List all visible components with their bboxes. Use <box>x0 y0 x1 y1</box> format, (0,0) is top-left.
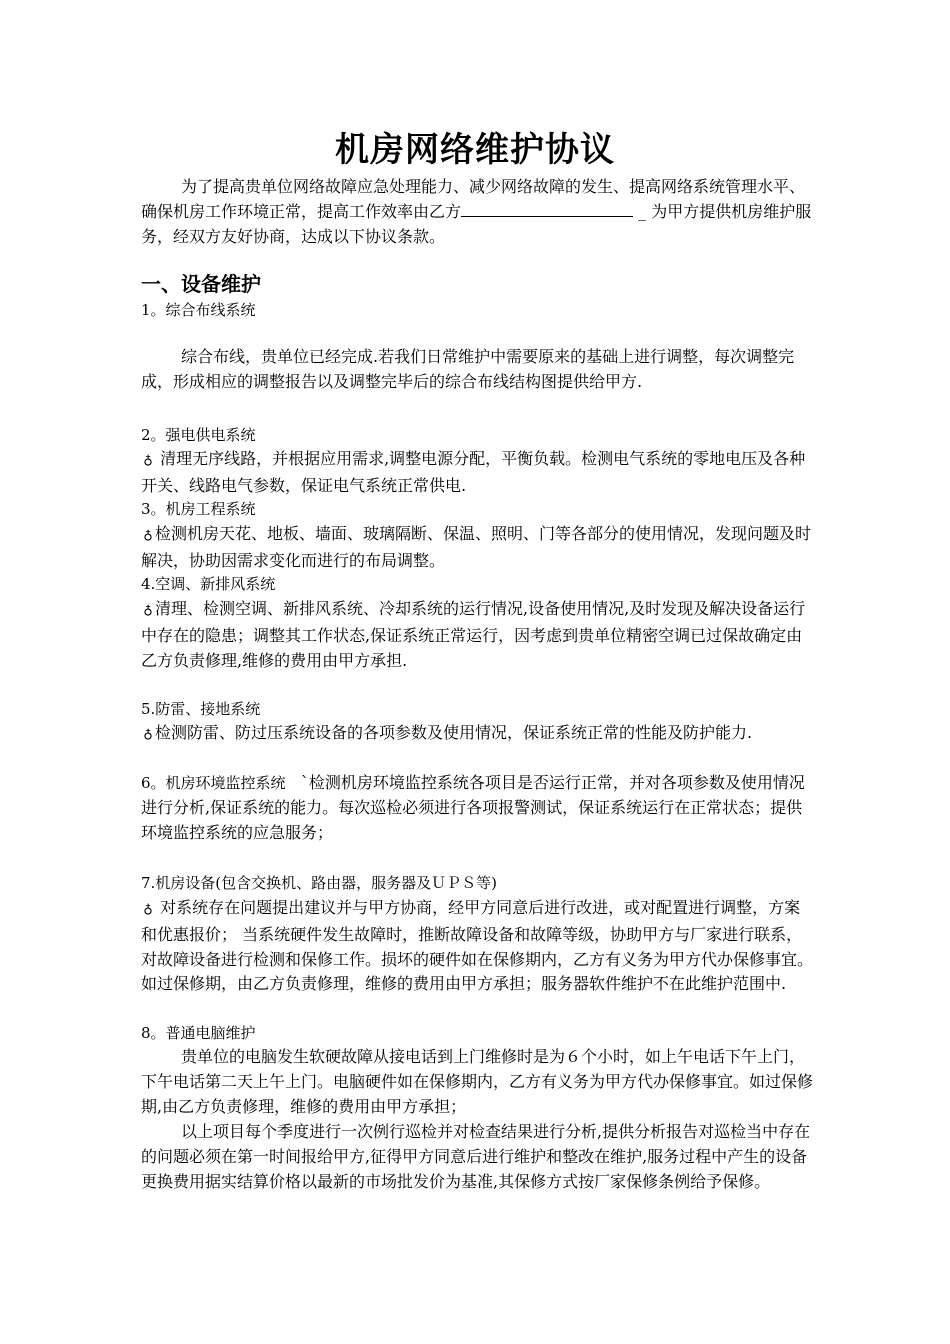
item4-text: 清理、检测空调、新排风系统、冷却系统的运行情况,设备使用情况,及时发现及解决设备运行中存在的隐患；调整其工作状态,保证系统正常运行，因考虑到贵单位精密空调已过保故确定由乙方负责修理,维修的费用由甲方承担. <box>141 599 806 670</box>
item5-heading: 5.防雷、接地系统 <box>141 700 261 718</box>
item8-body: 贵单位的电脑发生软硬故障从接电话到上门维修时是为６个小时，如上午电话下午上门，下午电话第二天上午上门。电脑硬件如在保修期内，乙方有义务为甲方代办保修事宜。如过保修期,由乙方负责修理，维修的费用由甲方承担； <box>141 1047 814 1116</box>
bullet-icon: ♁ <box>143 453 153 468</box>
item2-heading: 2。强电供电系统 <box>141 426 256 444</box>
item1-body: 综合布线，贵单位已经完成.若我们日常维护中需要原来的基础上进行调整，每次调整完成，形成相应的调整报告以及调整完毕后的综合布线结构图提供给甲方. <box>141 347 795 391</box>
mark-icon: ` <box>300 773 309 792</box>
intro-text-b: 为甲方提供机房维护服务，经双方友好协商，达成以下协议条款。 <box>141 201 812 246</box>
bullet-icon: ♁ <box>143 727 153 742</box>
item3-text: 检测机房天花、地板、墙面、玻璃隔断、保温、照明、门等各部分的使用情况，发现问题及时解决，协助因需求变化而进行的布局调整。 <box>141 524 812 570</box>
item6-paragraph <box>141 771 813 845</box>
intro-paragraph: 为了提高贵单位网络故障应急处理能力、减少网络故障的发生、提高网络系统管理水平、确保机房工作环境正常，提高工作效率由乙方 _ 为甲方提供机房维护服务，经双方友好协商，达成以下协议条款。 <box>141 177 812 246</box>
item4-body <box>141 597 813 673</box>
item7-body <box>141 896 813 997</box>
item6-body: 检测机房环境监控系统各项目是否运行正常，并对各项参数及使用情况进行分析,保证系统的能力。每次巡检必须进行各项报警测试，保证系统运行在正常状态；提供环境监控系统的应急服务； <box>141 773 805 842</box>
section-heading-equipment: 一、设备维护 <box>141 272 261 296</box>
bullet-icon: ♁ <box>143 603 153 618</box>
item5-body <box>141 721 813 748</box>
item8-heading: 8。普通电脑维护 <box>141 1024 256 1042</box>
item7-heading: 7.机房设备(包含交换机、路由器，服务器及ＵＰＳ等) <box>141 874 498 892</box>
intro-text-a: 为了提高贵单位网络故障应急处理能力、减少网络故障的发生、提高网络系统管理水平、确保机房工作环境正常，提高工作效率由乙方 <box>141 177 806 221</box>
item6-heading: 6。机房环境监控系统 <box>141 774 286 792</box>
item4-heading: 4.空调、新排风系统 <box>141 575 276 593</box>
bullet-icon: ♁ <box>143 902 153 917</box>
closing-paragraph: 以上项目每个季度进行一次例行巡检并对检查结果进行分析,提供分析报告对巡检当中存在的问题必须在第一时间报给甲方,征得甲方同意后进行维护和整改在维护,服务过程中产生的设备更换费用据实结算价格以最新的市场批发价为基准,其保修方式按厂家保修条例给予保修。 <box>141 1122 811 1191</box>
item3-body <box>141 522 813 574</box>
item2-text: 清理无序线路，并根据应用需求,调整电源分配，平衡负载。检测电气系统的零地电压及各种开关、线路电气参数，保证电气系统正常供电. <box>141 449 806 495</box>
item7-text: 对系统存在问题提出建议并与甲方协商，经甲方同意后进行改进，或对配置进行调整，方案和优惠报价； 当系统硬件发生故障时，推断故障设备和故障等级，协助甲方与厂家进行联系，对故障设备进行检测和保修工作。损坏的硬件如在保修期内，乙方有义务为甲方代办保修事宜。如过保修期，由乙方负责修理，维修的费用由甲方承担；服务器软件维护不在此维护范围中. <box>141 898 814 994</box>
item3-heading: 3。机房工程系统 <box>141 500 256 518</box>
item1-heading: 1。综合布线系统 <box>141 301 256 319</box>
document-title: 机房网络维护协议 <box>335 130 615 170</box>
item2-body <box>141 447 813 499</box>
bullet-icon: ♁ <box>143 528 153 543</box>
item5-text: 检测防雷、防过压系统设备的各项参数及使用情况，保证系统正常的性能及防护能力. <box>155 723 753 742</box>
blank-fill-line <box>461 202 633 217</box>
